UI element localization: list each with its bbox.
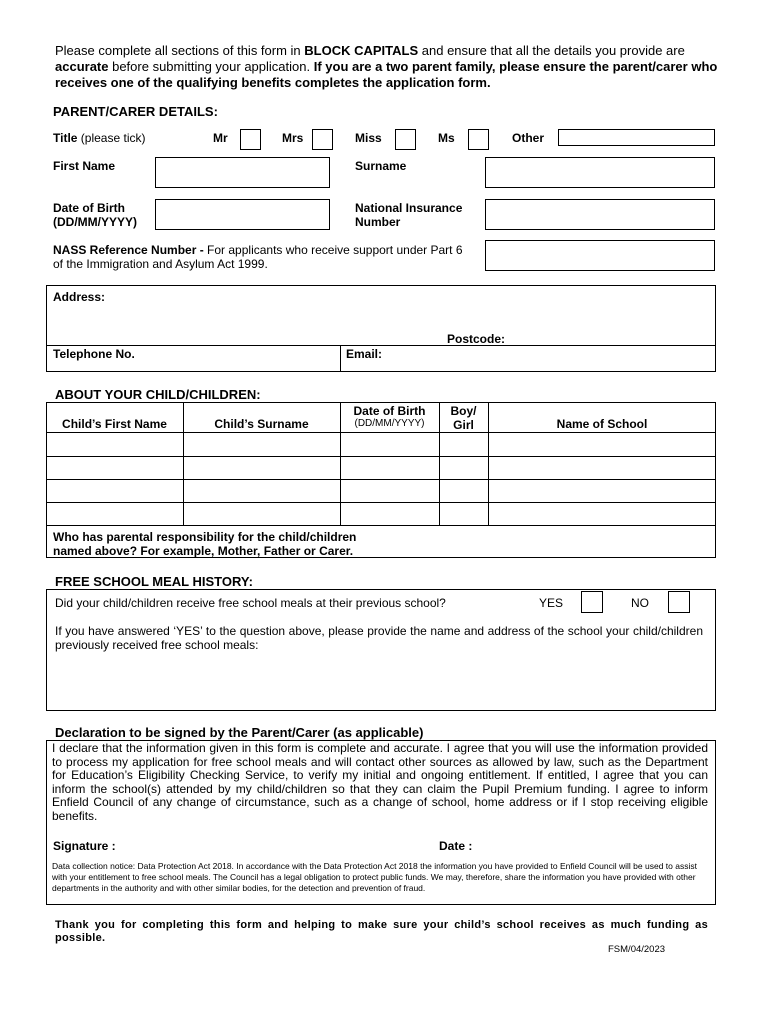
date-field[interactable] (480, 836, 710, 854)
date-label: Date : (439, 839, 473, 853)
declaration-heading: Declaration to be signed by the Parent/Carer (as applicable) (55, 725, 424, 740)
intro-paragraph (55, 43, 727, 91)
children-heading: ABOUT YOUR CHILD/CHILDREN: (55, 387, 261, 402)
title-miss-label: Miss (355, 131, 382, 145)
col-dob: Date of Birth (353, 404, 426, 418)
child-row[interactable] (47, 480, 715, 501)
meals-no-label: NO (631, 596, 649, 610)
email-field[interactable] (392, 346, 714, 371)
parental-responsibility-field[interactable] (400, 527, 714, 556)
signature-label: Signature : (53, 839, 116, 853)
phone-email-divider (340, 345, 341, 372)
title-mr-checkbox[interactable] (240, 129, 261, 150)
intro-bold-3: If you are a two parent family, please ensure the parent/carer who receives one of the qualifying benefits completes the application form. (55, 59, 718, 90)
parent-heading: PARENT/CARER DETAILS: (53, 104, 218, 119)
intro-text-1: Please complete all sections of this form in (55, 43, 305, 58)
first-name-field[interactable] (155, 157, 330, 188)
meals-yes-checkbox[interactable] (581, 591, 603, 613)
ni-label: National Insurance Number (355, 201, 463, 229)
child-row[interactable] (47, 457, 715, 478)
nass-field[interactable] (485, 240, 715, 271)
form-reference: FSM/04/2023 (608, 944, 666, 955)
meals-question: Did your child/children receive free school meals at their previous school? (55, 596, 446, 610)
title-other-label: Other (512, 131, 545, 145)
intro-text-3: before submitting your application. (108, 59, 314, 74)
parental-responsibility-label: Who has parental responsibility for the child/children named above? For example, Mother, Father or Carer. (53, 530, 357, 558)
col-surname: Child’s Surname (214, 417, 309, 431)
child-row[interactable] (47, 433, 715, 455)
intro-bold-1: BLOCK CAPITALS (304, 43, 419, 58)
title-ms-checkbox[interactable] (468, 129, 489, 150)
telephone-label: Telephone No. (53, 347, 135, 361)
previous-school-field[interactable] (48, 654, 714, 709)
intro-text-2: and ensure that all the details you provide are (418, 43, 685, 58)
declaration-text: I declare that the information given in this form is complete and accurate. I agree that you will use the information provided to process my application for free school meals and will contact other sources as allowed by law, such as the Department for Education’s Eligibility Checking Service, to verify my initial and ongoing entitlement. If entitled, I agree that you can inform the school(s) attended by my child/children so that they can claim the Pupil Premium funding. I agree to inform Enfield Council of any change of circumstance, such as a change of school, home address or if I stop receiving eligible benefits. (52, 741, 708, 823)
title-miss-checkbox[interactable] (395, 129, 416, 150)
child-row[interactable] (47, 503, 715, 524)
postcode-label: Postcode: (447, 332, 506, 346)
thanks-text: Thank you for completing this form and helping to make sure your child’s school receives as much funding as possible. (55, 919, 708, 944)
surname-field[interactable] (485, 157, 715, 188)
title-mrs-label: Mrs (282, 131, 304, 145)
title-ms-label: Ms (438, 131, 455, 145)
col-first-name: Child’s First Name (62, 417, 167, 431)
address-label: Address: (53, 290, 106, 304)
first-name-label: First Name (53, 159, 116, 173)
title-mrs-checkbox[interactable] (312, 129, 333, 150)
title-other-field[interactable] (558, 129, 715, 146)
dob-field[interactable] (155, 199, 330, 230)
title-label: Title (please tick) (53, 131, 146, 145)
meals-no-checkbox[interactable] (668, 591, 690, 613)
email-label: Email: (346, 347, 383, 361)
intro-bold-2: accurate (55, 59, 109, 74)
col-school: Name of School (556, 417, 648, 431)
ni-number-field[interactable] (485, 199, 715, 230)
col-dob-format: (DD/MM/YYYY) (354, 418, 425, 429)
data-protection-notice: Data collection notice: Data Protection Act 2018. In accordance with the Data Protection Act 2018 the information you have provided to Enfield Council will be used to assist with your entitlement to free school meals. The Council has a legal obligation to protect public funds. We may, therefore, share the information you have provided with other departments in the authority and with other similar bodies, for the detection and prevention of fraud. (52, 861, 697, 893)
surname-label: Surname (355, 159, 407, 173)
title-mr-label: Mr (213, 131, 228, 145)
nass-label: NASS Reference Number - For applicants who receive support under Part 6 of the Immigration and Asylum Act 1999. (53, 243, 463, 271)
meals-heading: FREE SCHOOL MEAL HISTORY: (55, 574, 253, 589)
address-field[interactable] (47, 306, 715, 344)
dob-label: Date of Birth (DD/MM/YYYY) (53, 201, 137, 229)
children-row-line (46, 525, 716, 526)
col-boy-girl: Boy/ Girl (450, 404, 477, 432)
signature-field[interactable] (125, 836, 425, 854)
meals-followup: If you have answered ‘YES’ to the question above, please provide the name and address of the school your child/children previously received free school meals: (55, 624, 703, 652)
meals-yes-label: YES (539, 596, 564, 610)
telephone-field[interactable] (150, 346, 338, 371)
